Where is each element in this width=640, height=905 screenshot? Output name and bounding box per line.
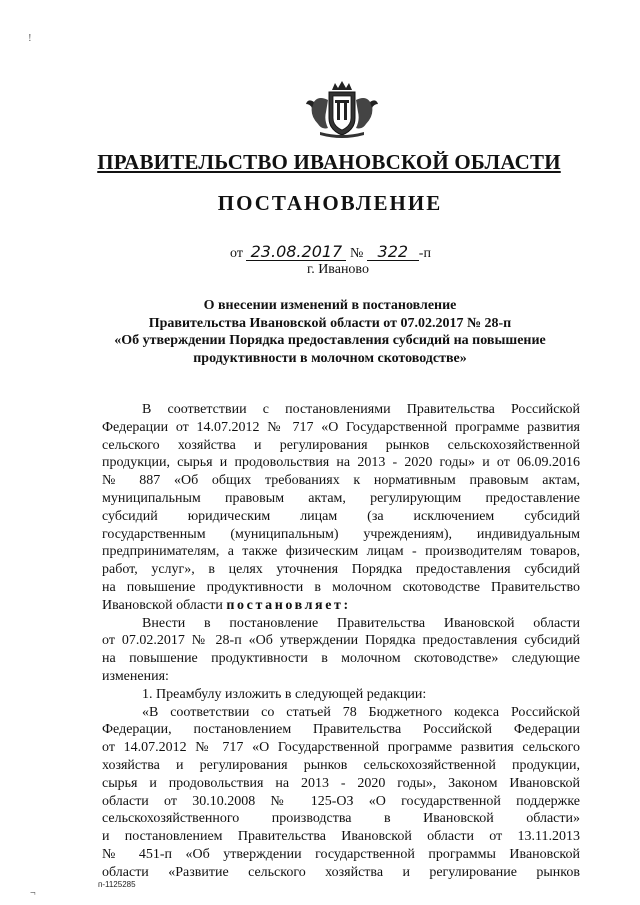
resolution-verb: постановляет: (226, 597, 351, 613)
body-line: 1. Преамбулу изложить в следующей редакции: (142, 686, 427, 702)
body-line-resolution (102, 597, 580, 615)
footer-code: п-1125285 (98, 880, 136, 889)
number-sign: № (349, 246, 364, 261)
document-subject (90, 297, 570, 367)
body-line: на повышение продуктивности в молочном скотоводстве Правительство (102, 579, 580, 595)
margin-mark: ¬ (30, 888, 36, 899)
subject-line: Правительства Ивановской области от 07.02.2017 № 28-п (148, 315, 512, 331)
body-line: государственным (муниципальным) учреждениям), индивидуальным (102, 526, 580, 542)
body-line: № 451-п «Об утверждении государственной программы Ивановской (102, 846, 580, 862)
body-line: на повышение продуктивности в молочном скотоводстве» следующие (102, 651, 580, 667)
subject-line: «Об утверждении Порядка предоставления субсидий на повышение (114, 333, 546, 348)
body-line: от 07.02.2017 № 28-п «Об утверждении Порядка предоставления субсидий (102, 633, 580, 649)
body-line: В соответствии с постановлениями Правительства Российской (142, 402, 580, 417)
subject-line: продуктивности в молочном скотоводстве» (193, 350, 467, 366)
coat-of-arms-icon (298, 80, 386, 138)
date-prefix: от (230, 246, 243, 261)
document-type: ПОСТАНОВЛЕНИЕ (217, 191, 443, 215)
body-line: работ, услуг», в целях уточнения Порядка предоставления субсидий (102, 562, 580, 578)
document-body (102, 401, 580, 882)
body-line: сельскохозяйственного производства в Ивановской области» (102, 811, 580, 827)
organization-title: ПРАВИТЕЛЬСТВО ИВАНОВСКОЙ ОБЛАСТИ (97, 150, 561, 174)
body-line: сельского хозяйства и регулирования рынков сельскохозяйственной (102, 437, 580, 453)
number-suffix: -п (418, 246, 431, 261)
date-number-line (230, 244, 431, 262)
document-date: 23.08.2017 (246, 244, 346, 261)
body-line: от 14.07.2012 № 717 «О Государственной программе развития сельского (102, 740, 580, 756)
body-line: области «Развитие сельского хозяйства и регулирование рынков (102, 864, 580, 880)
body-line: муниципальным правовым актам, регулирующим предоставление (102, 490, 580, 506)
body-line: предпринимателям, а также физическим лицам - производителям товаров, (102, 544, 580, 560)
body-line: сырья и продовольствия на 2013 - 2020 годы», Законом Ивановской (102, 775, 580, 791)
subject-line: О внесении изменений в постановление (203, 298, 457, 313)
body-line: субсидий юридическим лицам (за исключением субсидий (102, 508, 580, 524)
margin-mark: ! (28, 32, 32, 44)
body-line: Федерации от 14.07.2012 № 717 «О Государственной программе развития (102, 419, 580, 435)
resolution-prefix: Ивановской области (102, 597, 223, 613)
body-line: «В соответствии со статьей 78 Бюджетного кодекса Российской (142, 704, 580, 720)
document-number: 322 (367, 244, 419, 261)
body-line: хозяйства и регулирования рынков сельскохозяйственной продукции, (102, 757, 580, 773)
body-line: Федерации, постановлением Правительства Российской Федерации (102, 722, 580, 738)
body-line: изменения: (102, 668, 169, 684)
body-line: продукции, сырья и продовольствия на 2013 - 2020 годы» и от 06.09.2016 (102, 455, 580, 471)
body-line: Внести в постановление Правительства Ивановской области (142, 615, 580, 631)
body-line: области от 30.10.2008 № 125-ОЗ «О государственной поддержке (102, 793, 580, 809)
body-line: и постановлением Правительства Ивановской области от 13.11.2013 (102, 829, 580, 845)
city: г. Иваново (307, 262, 369, 277)
body-line: № 887 «Об общих требованиях к нормативным правовым актам, (102, 473, 580, 489)
